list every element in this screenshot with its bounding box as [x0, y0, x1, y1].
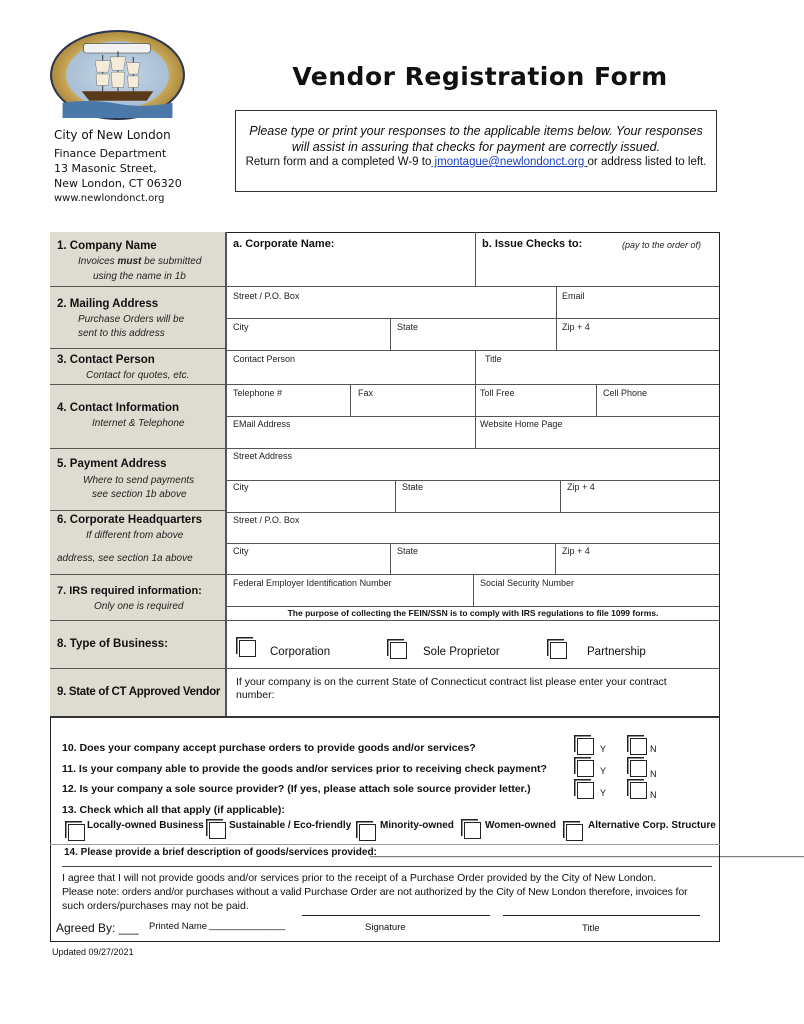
grid-line: [473, 574, 474, 606]
section-3-label: 3. Contact Person: [57, 354, 155, 366]
grid-line: [227, 543, 719, 544]
printed-name-field[interactable]: _____________: [209, 919, 285, 931]
partnership-checkbox[interactable]: [550, 642, 567, 659]
email-address-label: EMail Address: [233, 419, 291, 429]
mailing-city-label: City: [233, 322, 249, 332]
instructions-box: [235, 110, 717, 192]
ssn-label: Social Security Number: [480, 578, 575, 588]
mailing-email-label: Email: [562, 291, 585, 301]
women-owned-label: Women-owned: [485, 820, 556, 831]
grid-line: [596, 384, 597, 416]
contact-person-label: Contact Person: [233, 354, 296, 364]
fein-label: Federal Employer Identification Number: [233, 578, 392, 588]
updated-date: Updated 09/27/2021: [52, 947, 134, 957]
divider: [50, 668, 227, 669]
question-10: 10. Does your company accept purchase orders to provide goods and/or services?: [62, 742, 476, 754]
hq-street-label: Street / P.O. Box: [233, 515, 300, 525]
q10-no-label: N: [650, 744, 657, 754]
telephone-label: Telephone #: [233, 388, 283, 398]
mailing-street-label: Street / P.O. Box: [233, 291, 300, 301]
grid-line: [395, 480, 396, 512]
corporation-checkbox[interactable]: [239, 640, 256, 657]
hq-city-label: City: [233, 546, 249, 556]
agreement-text-1: I agree that I will not provide goods and/or services prior to the receipt of a Purchase Order provided by the City of New London.: [62, 872, 657, 884]
cell-phone-label: Cell Phone: [603, 388, 648, 398]
address-city-state-zip: New London, CT 06320: [54, 177, 182, 190]
grid-line: [227, 606, 719, 607]
q11-no-checkbox[interactable]: [630, 760, 647, 777]
question-13: 13. Check which all that apply (if applicable):: [62, 804, 285, 816]
section-6-label: 6. Corporate Headquarters: [57, 514, 203, 526]
divider: [50, 620, 227, 621]
grid-line: [50, 716, 720, 718]
women-owned-checkbox[interactable]: [464, 822, 481, 839]
locally-owned-checkbox[interactable]: [68, 824, 85, 841]
address-website: www.newlondonct.org: [54, 193, 165, 204]
grid-line: [390, 318, 391, 350]
question-14: 14. Please provide a brief description of goods/services provided:: [64, 847, 377, 858]
section-7-label: 7. IRS required information:: [57, 585, 202, 597]
signature-line[interactable]: [302, 915, 490, 916]
agreement-text-3: such orders/purchases may not be paid.: [62, 900, 249, 912]
partnership-label: Partnership: [587, 646, 646, 658]
minority-owned-checkbox[interactable]: [359, 824, 376, 841]
grid-line: [227, 384, 719, 385]
section-1-label: 1. Company Name: [57, 240, 157, 252]
instructions-return-text: Return form and a completed W-9 to: [245, 156, 432, 168]
grid-line: [227, 512, 719, 513]
divider: [50, 348, 227, 349]
grid-line: [560, 480, 561, 512]
section-1-note-must: must: [117, 256, 142, 267]
fax-label: Fax: [358, 388, 374, 398]
q12-yes-label: Y: [600, 788, 607, 798]
section-2-label: 2. Mailing Address: [57, 298, 159, 310]
section-1-note-2: using the name in 1b: [93, 271, 186, 282]
locally-owned-label: Locally-owned Business: [87, 820, 204, 831]
agreed-by-label: Agreed By: ___: [56, 921, 139, 935]
instructions-line-1: Please type or print your responses to the applicable items below. Your responses: [249, 124, 703, 138]
grid-line: [556, 286, 557, 350]
corporate-name-label: a. Corporate Name:: [233, 238, 335, 250]
address-department: Finance Department: [54, 147, 167, 160]
q12-no-checkbox[interactable]: [630, 782, 647, 799]
grid-line: [227, 416, 719, 417]
grid-line: [227, 448, 719, 449]
grid-line: [227, 318, 719, 319]
sustainable-checkbox[interactable]: [209, 822, 226, 839]
payment-zip-label: Zip + 4: [567, 482, 595, 492]
q10-yes-checkbox[interactable]: [577, 738, 594, 755]
ct-contract-text: If your company is on the current State of Connecticut contract list please enter your contract: [236, 676, 667, 688]
payment-street-label: Street Address: [233, 451, 293, 461]
grid-line: [227, 668, 719, 669]
description-line: [62, 866, 712, 867]
ct-contract-number-label: number:: [236, 689, 275, 701]
section-7-note: Only one is required: [94, 601, 184, 612]
website-label: Website Home Page: [480, 419, 563, 429]
mailing-zip-label: Zip + 4: [562, 322, 590, 332]
signature-label: Signature: [365, 922, 406, 933]
issue-checks-label: b. Issue Checks to:: [482, 238, 583, 250]
section-8-label: 8. Type of Business:: [57, 638, 168, 650]
payment-state-label: State: [402, 482, 424, 492]
section-6-note: If different from above: [86, 530, 184, 541]
question-11: 11. Is your company able to provide the goods and/or services prior to receiving check payment?: [62, 763, 547, 775]
grid-line: [390, 543, 391, 574]
grid-line: [227, 286, 719, 287]
title-label: Title: [582, 923, 600, 934]
section-9-label: 9. State of CT Approved Vendor: [57, 686, 221, 698]
address-street: 13 Masonic Street,: [54, 162, 157, 175]
instructions-address-text: or address listed to left.: [587, 156, 707, 168]
section-3-note: Contact for quotes, etc.: [86, 370, 190, 381]
question-12: 12. Is your company a sole source provider? (If yes, please attach sole source provider letter.): [62, 783, 531, 795]
grid-line: [475, 350, 476, 448]
section-4-label: 4. Contact Information: [57, 402, 180, 414]
divider: [50, 286, 227, 287]
section-5-note: Where to send payments: [83, 475, 195, 486]
pay-to-note: (pay to the order of): [622, 240, 702, 250]
instructions-line-2: will assist in assuring that checks for payment are correctly issued.: [291, 140, 661, 154]
email-link[interactable]: jmontague@newlondonct.org: [431, 156, 588, 168]
divider: [50, 844, 720, 845]
q11-yes-checkbox[interactable]: [577, 760, 594, 777]
q12-no-label: N: [650, 790, 657, 800]
agreement-text-2: Please note: orders and/or purchases without a valid Purchase Order are not authorized by the City of New London therefore, invoices for: [62, 886, 688, 898]
corporation-label: Corporation: [270, 646, 331, 658]
section-5-label: 5. Payment Address: [57, 458, 167, 470]
divider: [50, 574, 227, 575]
address-city: City of New London: [54, 128, 171, 142]
sole-proprietor-checkbox[interactable]: [390, 642, 407, 659]
ship-seal-icon: [52, 32, 183, 118]
q11-yes-label: Y: [600, 766, 607, 776]
city-seal-logo: [50, 30, 185, 120]
section-6-note-2: address, see section 1a above: [57, 553, 193, 564]
contact-title-label: Title: [485, 354, 502, 364]
divider: [50, 384, 227, 385]
fein-note: The purpose of collecting the FEIN/SSN is to comply with IRS regulations to file 1099 forms.: [287, 608, 659, 618]
section-1-note-post: be submitted: [141, 256, 202, 267]
minority-owned-label: Minority-owned: [380, 820, 454, 831]
section-1-note-pre: Invoices: [78, 256, 118, 267]
printed-name-label: Printed Name: [149, 921, 208, 932]
mailing-state-label: State: [397, 322, 419, 332]
q10-no-checkbox[interactable]: [630, 738, 647, 755]
divider: [50, 510, 227, 511]
title-line[interactable]: [503, 915, 700, 916]
description-blank[interactable]: ______________________________________________________________________________: [370, 847, 804, 858]
hq-zip-label: Zip + 4: [562, 546, 590, 556]
grid-line: [555, 543, 556, 574]
sole-proprietor-label: Sole Proprietor: [423, 646, 500, 658]
toll-free-label: Toll Free: [480, 388, 515, 398]
divider: [50, 448, 227, 449]
instructions-line-3: [236, 156, 716, 168]
sustainable-label: Sustainable / Eco-friendly: [229, 820, 352, 831]
section-2-note-2: sent to this address: [78, 328, 165, 339]
section-5-note-2: see section 1b above: [92, 489, 187, 500]
grid-line: [227, 620, 719, 621]
page-title: Vendor Registration Form: [292, 62, 668, 91]
q10-yes-label: Y: [600, 744, 607, 754]
hq-state-label: State: [397, 546, 419, 556]
alternative-corp-label: Alternative Corp. Structure: [588, 820, 716, 831]
payment-city-label: City: [233, 482, 249, 492]
section-1-note: [78, 256, 201, 267]
section-2-note: Purchase Orders will be: [78, 314, 185, 325]
grid-line: [227, 480, 719, 481]
alternative-corp-checkbox[interactable]: [566, 824, 583, 841]
grid-line: [475, 232, 476, 286]
q12-yes-checkbox[interactable]: [577, 782, 594, 799]
q11-no-label: N: [650, 769, 657, 779]
grid-line: [350, 384, 351, 416]
grid-line: [227, 350, 719, 351]
section-4-note: Internet & Telephone: [92, 418, 185, 429]
